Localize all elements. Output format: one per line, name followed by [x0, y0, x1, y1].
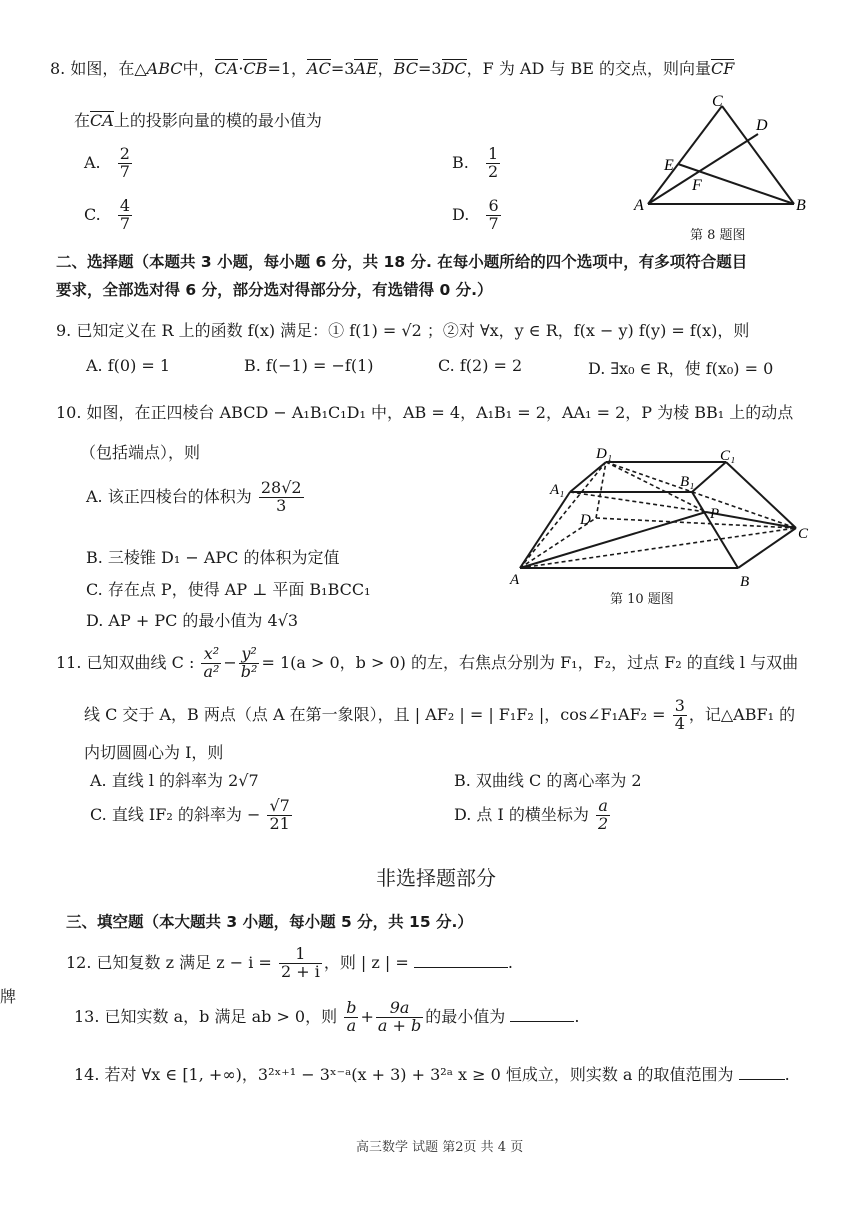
q13: 13. 已知实数 a，b 满足 ab > 0，则 $\frac{b}{a}$ + $\frac{9a}{a + b}$ 的最小值为 .: [74, 998, 580, 1035]
q8-option-d: D. $\frac{6}{7}$: [452, 196, 499, 233]
q8-label-d: D: [756, 117, 768, 134]
q10-option-b: B. 三棱锥 D₁ − APC 的体积为定值: [86, 548, 340, 567]
q10-label-d: D: [580, 512, 591, 528]
q8-figure-caption: 第 8 题图: [690, 228, 746, 243]
q8-option-a: A. $\frac{2}{7}$: [84, 144, 130, 181]
q9-option-b: B. f(−1) = −f(1): [244, 356, 374, 375]
q10-label-d1: D₁: [596, 448, 613, 462]
q11-option-c: C. 直线 IF₂ 的斜率为 − $\frac{√7}{21}$: [90, 796, 290, 833]
q8-option-c: C. $\frac{4}{7}$: [84, 196, 131, 233]
q13-answer-blank[interactable]: [510, 1007, 574, 1022]
q12: 12. 已知复数 z 满足 z − i = $\frac{1}{2 + i}$ ，则 | z | = .: [66, 944, 513, 981]
q11-option-d: D. 点 I 的横坐标为 $\frac{a}{2}$: [454, 796, 609, 833]
q9-option-c: C. f(2) = 2: [438, 356, 523, 375]
q10-label-b: B: [740, 574, 750, 588]
q14: 14. 若对 ∀x ∈ [1, +∞)，3²ˣ⁺¹ − 3ˣ⁻ᵃ(x + 3) + 3²ᵃ x ≥ 0 恒成立，则实数 a 的取值范围为 .: [74, 1065, 790, 1084]
section2-line2: 要求，全部选对得 6 分，部分选对得部分分，有选错得 0 分.）: [56, 281, 493, 299]
q8-label-f: F: [692, 177, 702, 194]
q8-figure: [630, 92, 820, 222]
q11-option-b: B. 双曲线 C 的离心率为 2: [454, 771, 642, 790]
q8-label-b: B: [796, 197, 806, 214]
q8-stem: 8. 如图，在△ABC中，CA·CB=1，AC=3AE，BC=3DC，F 为 AD 与 BE 的交点，则向量CF: [50, 59, 735, 78]
q9-option-a: A. f(0) = 1: [86, 356, 171, 375]
q11-stem-line2: 线 C 交于 A，B 两点（点 A 在第一象限），且 | AF₂ | = | F₁F₂ |，cos∠F₁AF₂ = $\frac{3}{4}$ ，记△ABF₁ 的: [84, 696, 796, 733]
q10-label-p: P: [710, 506, 720, 522]
q8-option-b: B. $\frac{1}{2}$: [452, 144, 499, 181]
q10-figure-caption: 第 10 题图: [610, 592, 674, 607]
q10-label-a1: A₁: [550, 482, 565, 498]
q10-stem-line2: （包括端点），则: [80, 443, 201, 462]
q10-option-a: A. 该正四棱台的体积为 $\frac{28√2}{3}$: [86, 478, 302, 515]
section2-title: 二、选择题（本题共 3 小题，每小题 6 分，共 18 分. 在每小题所给的四个选项中，有多项符合题目: [56, 253, 748, 271]
margin-char: 牌: [0, 987, 17, 1006]
section3-title: 三、填空题（本大题共 3 小题，每小题 5 分，共 15 分.）: [66, 913, 473, 931]
part-title: 非选择题部分: [376, 866, 496, 890]
q9-option-d: D. ∃x₀ ∈ R，使 f(x₀) = 0: [588, 359, 774, 378]
q10-label-b1: B₁: [680, 474, 695, 490]
q11-stem: 11. 已知双曲线 C : $\frac{\text{x²}}{\text{a²}}$ − $\frac{\text{y²}}{\text{b²}}$ = 1(a > 0，b > 0) 的左，右焦点分别为 F₁，F₂，过点 F₂ 的直线 l 与双曲: [56, 644, 799, 681]
q11-option-a: A. 直线 l 的斜率为 2√7: [90, 771, 259, 790]
q10-stem: 10. 如图，在正四棱台 ABCD − A₁B₁C₁D₁ 中，AB = 4，A₁B₁ = 2，AA₁ = 2，P 为棱 BB₁ 上的动点: [56, 403, 794, 422]
q14-answer-blank[interactable]: [739, 1065, 785, 1080]
q8-label-e: E: [664, 157, 674, 174]
q8-label-a: A: [634, 197, 644, 214]
q10-option-c: C. 存在点 P，使得 AP ⊥ 平面 B₁BCC₁: [86, 580, 371, 599]
page-footer: 高三数学 试题 第2页 共 4 页: [356, 1140, 524, 1155]
q10-label-c1: C₁: [720, 448, 736, 464]
q10-figure: [500, 448, 820, 588]
q10-label-c: C: [798, 526, 809, 542]
q8-stem-line2: 在CA上的投影向量的模的最小值为: [74, 111, 322, 130]
q9-stem: 9. 已知定义在 R 上的函数 f(x) 满足：① f(1) = √2 ；②对 ∀x，y ∈ R，f(x − y) f(y) = f(x)，则: [56, 321, 750, 340]
q10-option-d: D. AP + PC 的最小值为 4√3: [86, 611, 299, 630]
q11-stem-line3: 内切圆圆心为 I，则: [84, 743, 224, 762]
q12-answer-blank[interactable]: [414, 953, 508, 968]
q10-label-a: A: [510, 572, 520, 588]
q8-label-c: C: [712, 93, 723, 110]
